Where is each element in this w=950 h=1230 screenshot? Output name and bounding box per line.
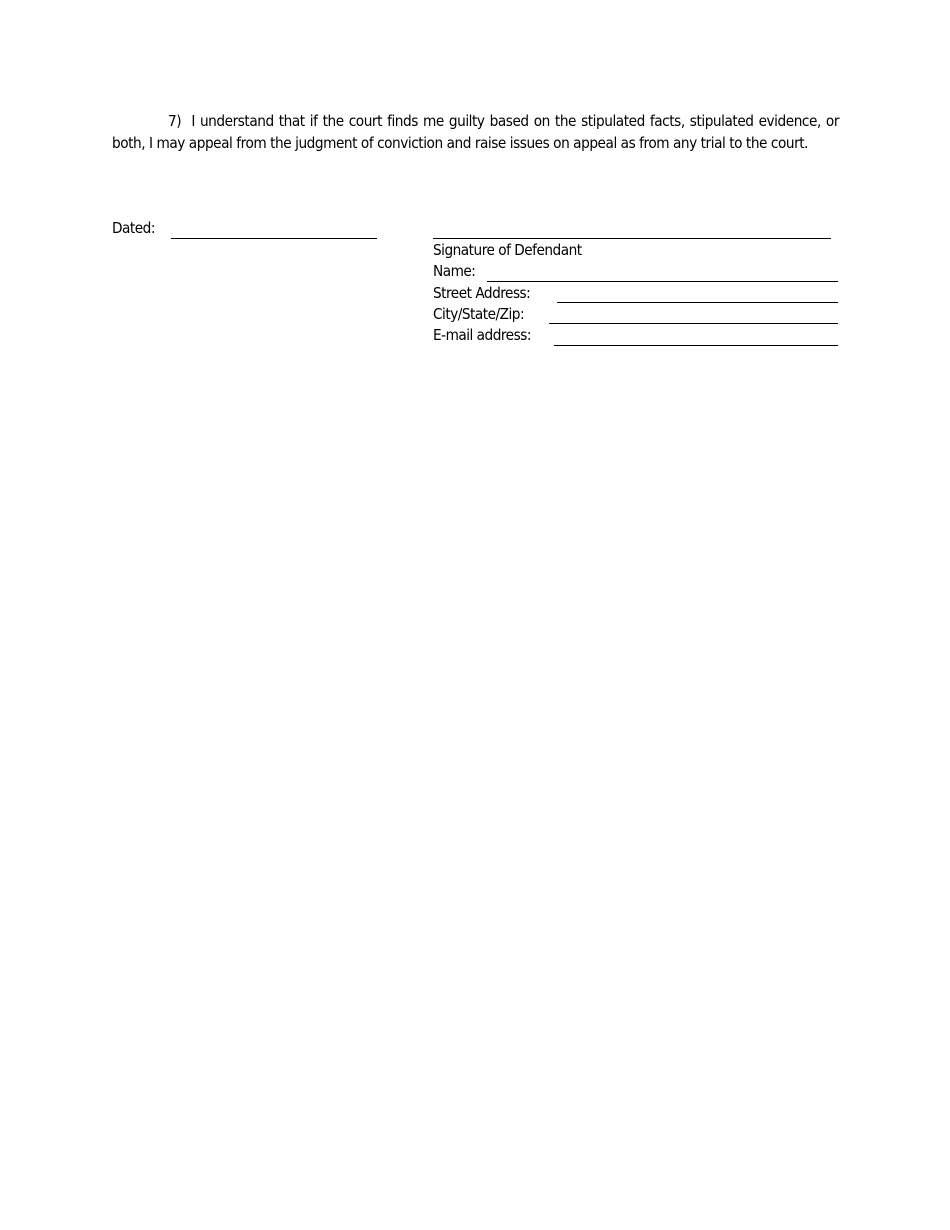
signature-label: Signature of Defendant <box>433 241 582 259</box>
dated-field[interactable] <box>171 238 377 239</box>
name-field[interactable] <box>487 281 838 282</box>
city-state-zip-label: City/State/Zip: <box>433 305 525 323</box>
street-address-field[interactable] <box>557 302 838 303</box>
signature-field[interactable] <box>433 238 831 239</box>
email-label: E-mail address: <box>433 326 531 344</box>
street-address-label: Street Address: <box>433 284 531 302</box>
dated-label: Dated: <box>112 219 155 237</box>
paragraph-number: 7) <box>168 112 182 130</box>
email-field[interactable] <box>554 345 838 346</box>
paragraph-7 <box>112 111 839 154</box>
city-state-zip-field[interactable] <box>549 323 838 324</box>
name-label: Name: <box>433 262 476 280</box>
paragraph-text: I understand that if the court finds me guilty based on the stipulated facts, stipulated evidence, or both, I may appeal from the judgment of conviction and raise issues on appeal as from any trial to the court. <box>112 112 839 152</box>
